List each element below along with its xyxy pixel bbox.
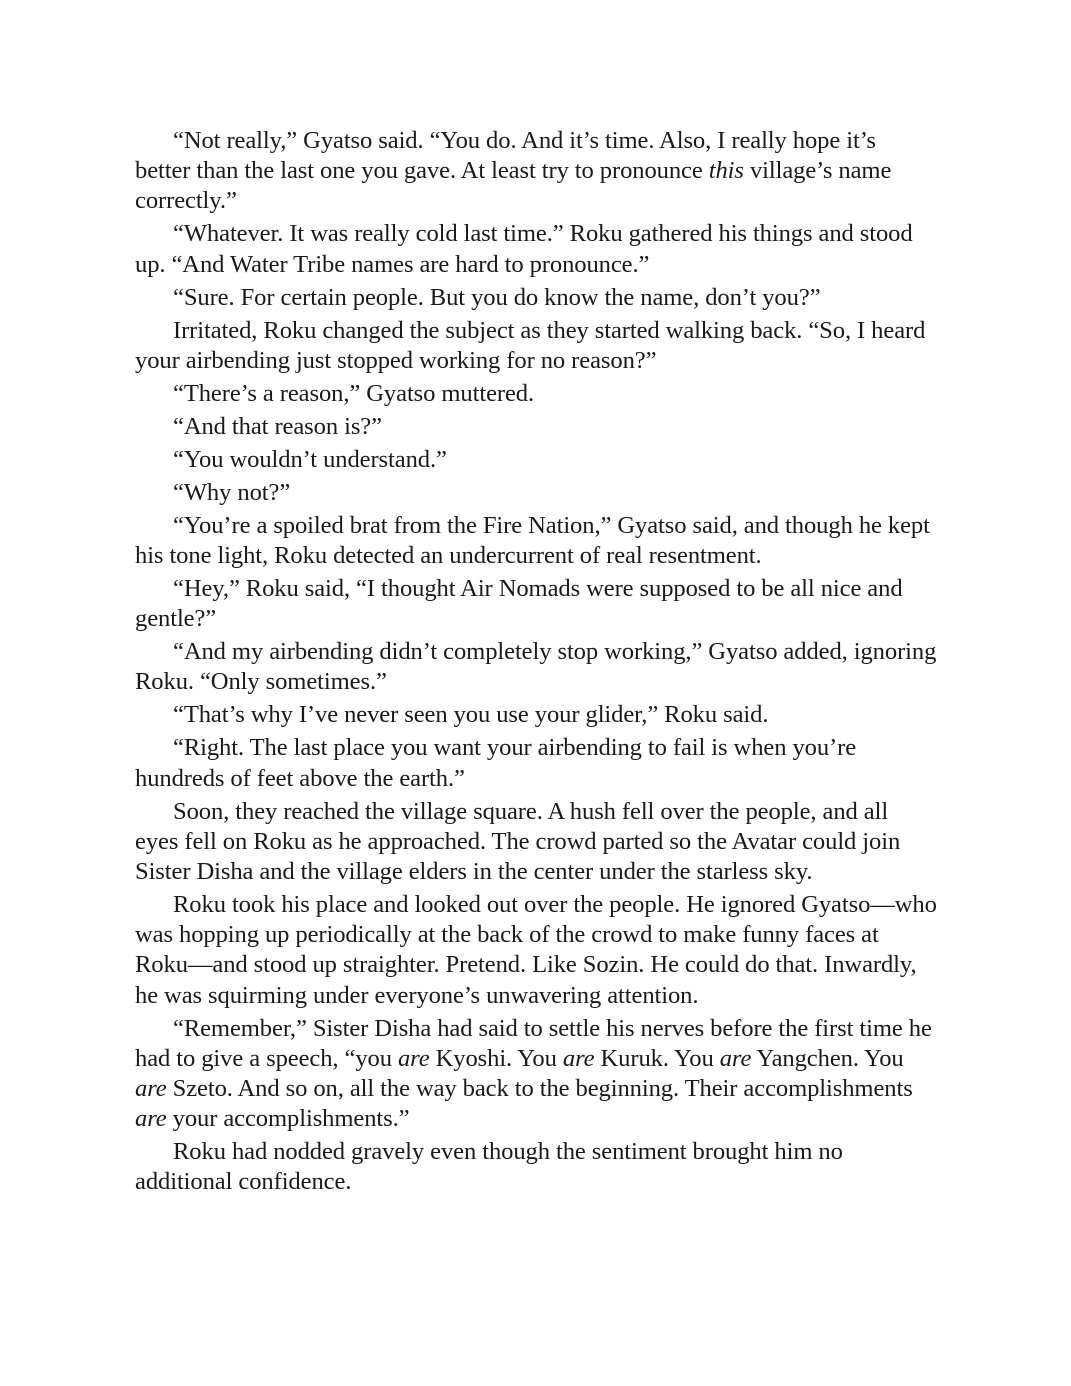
- paragraph-text: “Not really,” Gyatso said. “You do. And it’s time. Also, I really hope it’s better than the last one you gave. At least try to pronounce: [135, 127, 876, 185]
- emphasis-text: are: [719, 1044, 752, 1072]
- paragraph-text: “Why not?”: [173, 478, 291, 506]
- emphasis-text: this: [708, 157, 744, 185]
- paragraph: [135, 126, 937, 217]
- emphasis-text: are: [135, 1075, 167, 1103]
- paragraph-text: Kyoshi. You: [429, 1044, 563, 1072]
- paragraph: [135, 700, 937, 730]
- paragraph-text: “Sure. For certain people. But you do know the name, don’t you?”: [173, 283, 821, 311]
- paragraph-text: Soon, they reached the village square. A hush fell over the people, and all eyes fell on Roku as he approached. The crowd parted so the Avatar could join Sister Disha and the village elders in the center under the starless sky.: [135, 797, 901, 886]
- paragraph-text: “And my airbending didn’t completely stop working,” Gyatso added, ignoring Roku. “Only sometimes.”: [135, 638, 937, 696]
- paragraph: [135, 412, 937, 442]
- emphasis-text: are: [135, 1105, 167, 1133]
- paragraph: [135, 1014, 937, 1135]
- book-page: [135, 126, 937, 1200]
- paragraph-text: village’s name correctly.”: [135, 157, 892, 215]
- paragraph-text: Irritated, Roku changed the subject as they started walking back. “So, I heard your airbending just stopped working for no reason?”: [135, 316, 926, 374]
- paragraph-text: “That’s why I’ve never seen you use your glider,” Roku said.: [173, 701, 769, 729]
- paragraph-text: “There’s a reason,” Gyatso muttered.: [173, 379, 535, 407]
- paragraph-text: “You wouldn’t understand.”: [173, 445, 447, 473]
- paragraph: [135, 890, 937, 1011]
- paragraph: [135, 797, 937, 888]
- paragraph: [135, 316, 937, 376]
- paragraph: [135, 478, 937, 508]
- paragraph-text: “Remember,” Sister Disha had said to settle his nerves before the first time he had to give a speech, “you: [135, 1014, 932, 1072]
- paragraph-text: your accomplishments.”: [166, 1105, 410, 1133]
- paragraph: [135, 511, 937, 571]
- paragraph: [135, 1137, 937, 1197]
- paragraph-text: “You’re a spoiled brat from the Fire Nation,” Gyatso said, and though he kept his tone light, Roku detected an undercurrent of real resentment.: [135, 511, 930, 570]
- paragraph: [135, 445, 937, 475]
- paragraph: [135, 733, 937, 793]
- paragraph: [135, 574, 937, 634]
- paragraph-text: Szeto. And so on, all the way back to the beginning. Their accomplishments: [166, 1075, 913, 1103]
- paragraph-text: Roku took his place and looked out over the people. He ignored Gyatso—who was hopping up periodically at the back of the crowd to make funny faces at Roku—and stood up straighter. Pretend. Like Sozin. He could do that. Inwardly, he was squirming under everyone’s unwavering attention.: [135, 891, 937, 1009]
- paragraph-text: “Whatever. It was really cold last time.” Roku gathered his things and stood up. “And Water Tribe names are hard to pronounce.”: [135, 220, 913, 278]
- paragraph: [135, 379, 937, 409]
- emphasis-text: are: [562, 1044, 595, 1072]
- paragraph-text: Roku had nodded gravely even though the sentiment brought him no additional confidence.: [135, 1138, 843, 1196]
- paragraph-text: “Hey,” Roku said, “I thought Air Nomads were supposed to be all nice and gentle?”: [135, 575, 903, 633]
- paragraph: [135, 637, 937, 697]
- paragraph: [135, 219, 937, 279]
- paragraph-text: “And that reason is?”: [173, 412, 382, 440]
- paragraph-text: Kuruk. You: [594, 1044, 720, 1072]
- emphasis-text: are: [397, 1044, 430, 1072]
- paragraph-text: “Right. The last place you want your airbending to fail is when you’re hundreds of feet above the earth.”: [135, 734, 857, 792]
- paragraph-text: Yangchen. You: [751, 1044, 904, 1072]
- paragraph: [135, 283, 937, 313]
